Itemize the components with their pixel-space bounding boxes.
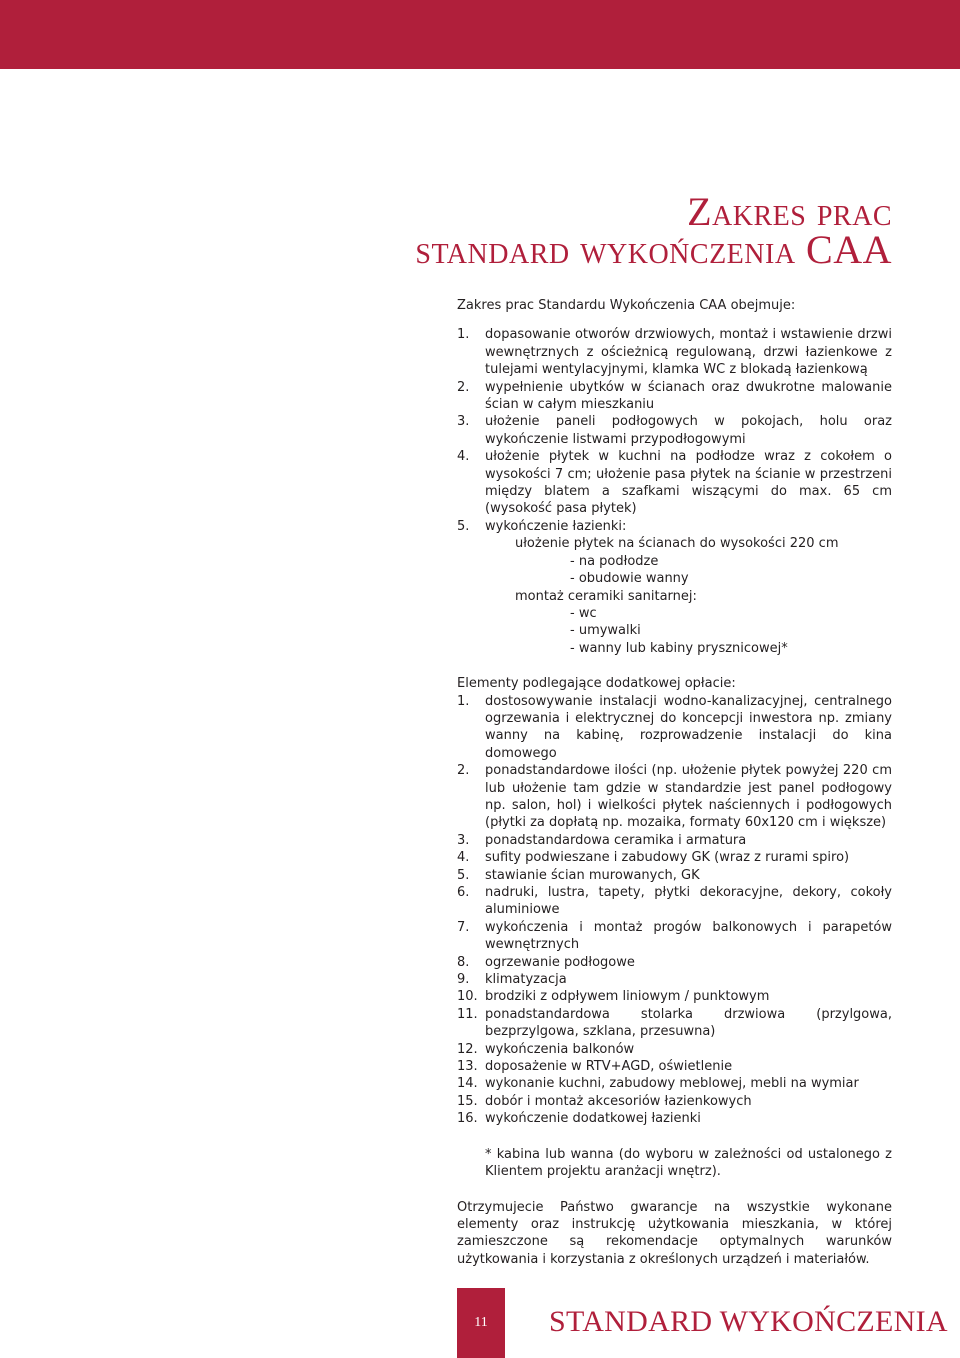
list-item: 10. brodziki z odpływem liniowym / punktowym bbox=[457, 989, 770, 1005]
bathroom-subitems bbox=[457, 535, 892, 657]
page-number: 11 bbox=[474, 1315, 488, 1330]
tiles-heading: ułożenie płytek na ścianach do wysokości 220 cm bbox=[515, 536, 839, 552]
tiles-item: - na podłodze bbox=[570, 553, 659, 569]
page-number-badge bbox=[457, 1288, 505, 1358]
title-line-2: standard wykończenia CAA bbox=[415, 227, 892, 272]
list-item: 2. ponadstandardowe ilości (np. ułożenie płytek powyżej 220 cm lub ułożenie tam gdzie w standardzie jest panel podłogowy np. salon, hol) i wielkości płytek naściennych i podłogowych (płytki za dopłatą np. mozaika, formaty 60x120 cm i większe) bbox=[457, 763, 892, 831]
page-title bbox=[415, 189, 892, 272]
list-item: 13. doposażenie w RTV+AGD, oświetlenie bbox=[457, 1059, 733, 1075]
scope-list bbox=[457, 326, 892, 535]
footnote: * kabina lub wanna (do wyboru w zależności od ustalonego z Klientem projektu aranżacji wnętrz). bbox=[485, 1146, 892, 1180]
list-item: 2. wypełnienie ubytków w ścianach oraz dwukrotne malowanie ścian w całym mieszkaniu bbox=[457, 379, 892, 413]
list-item: 5. wykończenie łazienki: bbox=[457, 518, 627, 534]
intro-text: Zakres prac Standardu Wykończenia CAA obejmuje: bbox=[457, 298, 796, 313]
list-item: 16. wykończenie dodatkowej łazienki bbox=[457, 1111, 701, 1127]
list-item: 1. dopasowanie otworów drzwiowych, montaż i wstawienie drzwi wewnętrznych z ościeżnicą regulowaną, drzwi łazienkowe z tulejami wentylacyjnymi, klamka WC z blokadą łazienkową bbox=[457, 327, 892, 378]
list-item: 8. ogrzewanie podłogowe bbox=[457, 954, 635, 970]
header-band bbox=[0, 0, 960, 69]
list-item: 5. stawianie ścian murowanych, GK bbox=[457, 867, 700, 883]
list-item: 7. wykończenia i montaż progów balkonowych i parapetów wewnętrznych bbox=[457, 919, 892, 953]
ceramics-item: - umywalki bbox=[570, 623, 641, 639]
list-item: 1. dostosowywanie instalacji wodno-kanalizacyjnej, centralnego ogrzewania i elektrycznej do koncepcji inwestora np. zmiany wanny na kabinę, rozprowadzenie instalacji do kina domowego bbox=[457, 693, 892, 761]
ceramics-heading: montaż ceramiki sanitarnej: bbox=[515, 588, 697, 604]
extras-list bbox=[457, 693, 892, 1128]
document-body bbox=[457, 297, 892, 1268]
list-item: 4. sufity podwieszane i zabudowy GK (wraz z rurami spiro) bbox=[457, 850, 850, 866]
footer-label: STANDARD WYKOŃCZENIA bbox=[549, 1305, 948, 1338]
list-item: 6. nadruki, lustra, tapety, płytki dekoracyjne, dekory, cokoły aluminiowe bbox=[457, 885, 892, 918]
list-item: 4. ułożenie płytek w kuchni na podłodze wraz z cokołem o wysokości 7 cm; ułożenie pasa płytek na ścianie w przestrzeni między blatem a szafkami wiszącymi do max. 65 cm (wysokość pasa płytek) bbox=[457, 449, 892, 517]
ceramics-item: - wc bbox=[570, 605, 597, 621]
list-item: 11. ponadstandardowa stolarka drzwiowa (przylgowa, bezprzylgowa, szklana, przesuwna) bbox=[457, 1006, 892, 1040]
closing-paragraph: Otrzymujecie Państwo gwarancje na wszystkie wykonane elementy oraz instrukcję użytkowania mieszkania, w której zamieszczone są rekomendacje optymalnych warunków użytkowania i korzystania z określonych urządzeń i materiałów. bbox=[457, 1199, 892, 1267]
list-item: 12. wykończenia balkonów bbox=[457, 1041, 635, 1057]
list-item: 14. wykonanie kuchni, zabudowy meblowej, mebli na wymiar bbox=[457, 1076, 859, 1092]
list-item: 15. dobór i montaż akcesoriów łazienkowych bbox=[457, 1093, 752, 1109]
extras-heading: Elementy podlegające dodatkowej opłacie: bbox=[457, 676, 736, 692]
list-item: 9. klimatyzacja bbox=[457, 972, 567, 988]
list-item: 3. ułożenie paneli podłogowych w pokojach, holu oraz wykończenie listwami przypodłogowymi bbox=[457, 414, 892, 447]
title-line-1: Zakres prac bbox=[687, 189, 892, 234]
list-item: 3. ponadstandardowa ceramika i armatura bbox=[457, 832, 747, 848]
tiles-item: - obudowie wanny bbox=[570, 571, 689, 587]
ceramics-item: - wanny lub kabiny prysznicowej* bbox=[570, 640, 788, 656]
